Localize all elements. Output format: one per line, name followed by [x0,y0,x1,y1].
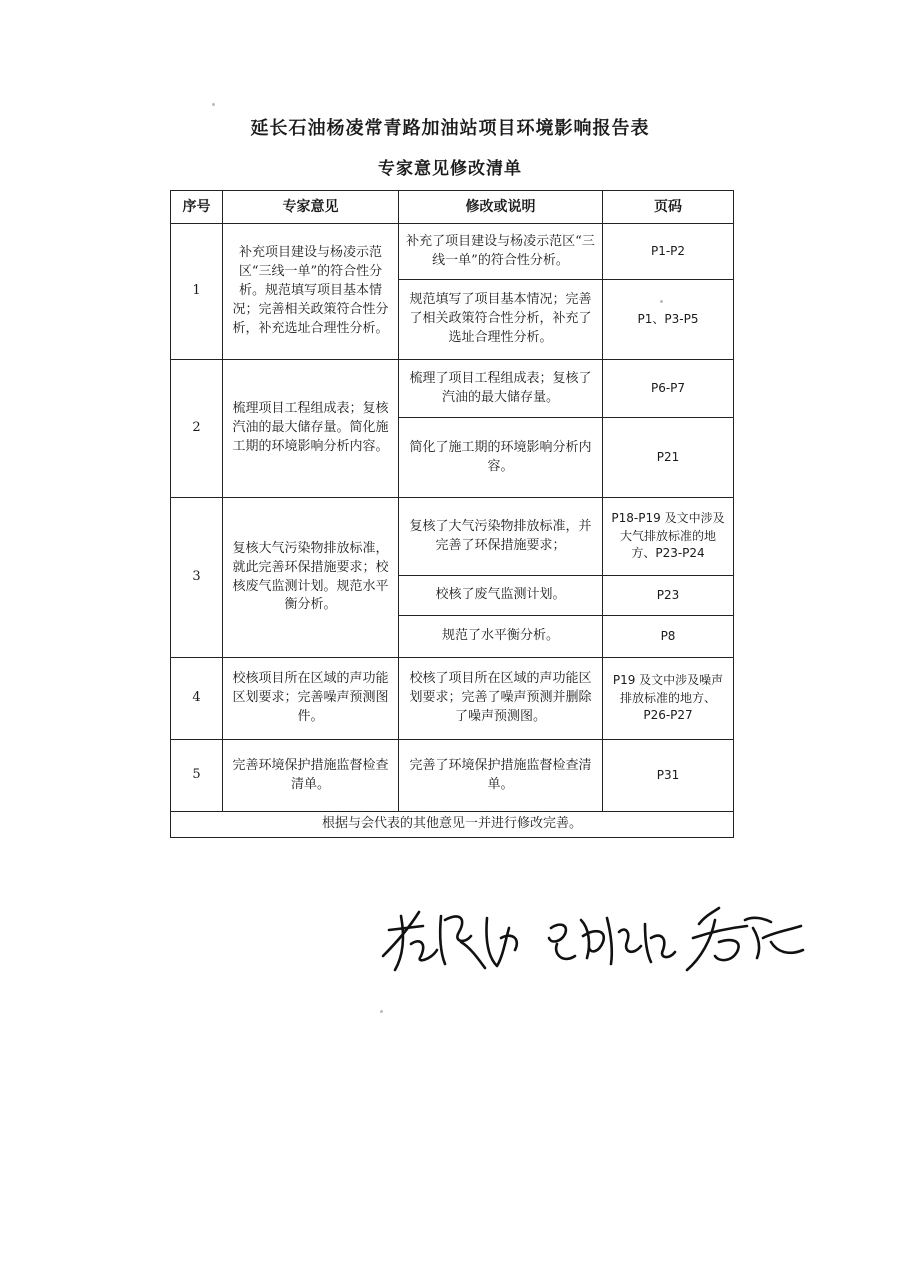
row-seq: 2 [171,360,223,498]
table-footer-row [171,812,734,838]
row-seq: 3 [171,498,223,658]
row-revision: 校核了项目所在区域的声功能区划要求；完善了噪声预测并删除了噪声预测图。 [399,658,603,740]
row-revision: 规范了水平衡分析。 [399,616,603,658]
table-row [171,224,734,280]
header-page: 页码 [603,191,734,224]
revision-table [170,190,734,838]
row-page: P8 [603,616,734,658]
header-revision: 修改或说明 [399,191,603,224]
row-seq: 1 [171,224,223,360]
header-seq: 序号 [171,191,223,224]
row-seq: 4 [171,658,223,740]
header-opinion: 专家意见 [223,191,399,224]
row-revision: 复核了大气污染物排放标准，并完善了环保措施要求； [399,498,603,576]
row-opinion: 完善环境保护措施监督检查清单。 [223,740,399,812]
row-revision: 校核了废气监测计划。 [399,576,603,616]
row-page: P1、P3-P5 [603,280,734,360]
table-row [171,360,734,418]
scan-speck [380,1010,383,1013]
row-opinion: 校核项目所在区域的声功能区划要求；完善噪声预测图件。 [223,658,399,740]
row-page: P18-P19 及文中涉及大气排放标准的地方、P23-P24 [603,498,734,576]
scan-speck [212,103,215,106]
row-seq: 5 [171,740,223,812]
row-page: P6-P7 [603,360,734,418]
document-title: 延长石油杨凌常青路加油站项目环境影响报告表 [250,118,650,139]
row-revision: 完善了环境保护措施监督检查清单。 [399,740,603,812]
row-revision: 梳理了项目工程组成表；复核了汽油的最大储存量。 [399,360,603,418]
handwritten-signature [375,898,810,978]
table-row [171,740,734,812]
row-revision: 补充了项目建设与杨凌示范区“三线一单”的符合性分析。 [399,224,603,280]
row-revision: 简化了施工期的环境影响分析内容。 [399,418,603,498]
row-opinion: 复核大气污染物排放标准，就此完善环保措施要求；校核废气监测计划。规范水平衡分析。 [223,498,399,658]
row-page: P19 及文中涉及噪声排放标准的地方、P26-P27 [603,658,734,740]
table-row [171,658,734,740]
row-page: P31 [603,740,734,812]
row-opinion: 补充项目建设与杨凌示范区“三线一单”的符合性分析。规范填写项目基本情况；完善相关政策符合性分析，补充选址合理性分析。 [223,224,399,360]
document-subtitle: 专家意见修改清单 [378,159,522,179]
row-page: P21 [603,418,734,498]
footer-note: 根据与会代表的其他意见一并进行修改完善。 [171,812,734,838]
table-header-row [171,191,734,224]
row-revision: 规范填写了项目基本情况；完善了相关政策符合性分析，补充了选址合理性分析。 [399,280,603,360]
table-row [171,498,734,576]
row-page: P1-P2 [603,224,734,280]
row-opinion: 梳理项目工程组成表；复核汽油的最大储存量。简化施工期的环境影响分析内容。 [223,360,399,498]
row-page: P23 [603,576,734,616]
